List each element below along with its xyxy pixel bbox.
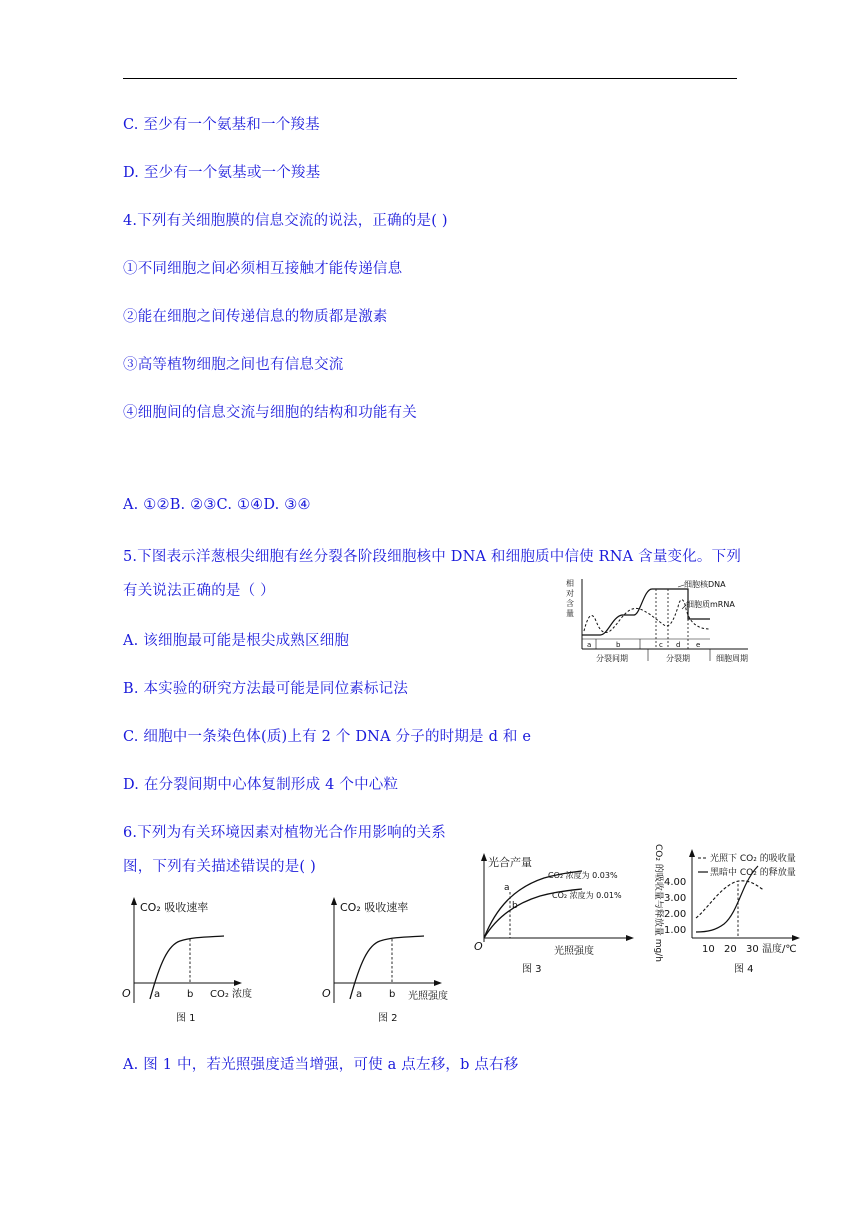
q5-phase-a: a (587, 641, 592, 649)
q4-stem: 4.下列有关细胞膜的信息交流的说法，正确的是( ) (123, 213, 448, 229)
fig4-caption: 图 4 (734, 964, 754, 975)
q6-fig1 (120, 895, 260, 1035)
q6-fig2 (320, 895, 465, 1035)
fig1-origin: O (122, 987, 131, 1000)
fig3-b: b (512, 901, 518, 911)
fig4-x-label: 温度/℃ (762, 944, 797, 955)
q5-y-label-2: 对 (566, 589, 574, 598)
fig4-y-label: CO₂ 的吸收量与释放量 mg/h (653, 844, 663, 962)
q5-legend-mrna: 细胞质mRNA (686, 600, 735, 609)
fig1-caption: 图 1 (176, 1013, 196, 1024)
fig2-origin: O (322, 987, 331, 1000)
q6-stem-line1: 6.下列为有关环境因素对植物光合作用影响的关系 (123, 825, 446, 841)
fig2-b: b (389, 989, 396, 1000)
q3-option-c: C. 至少有一个氨基和一个羧基 (123, 117, 320, 133)
fig4-ytick-3: 3.00 (664, 893, 687, 904)
fig3-x-label: 光照强度 (554, 946, 594, 957)
q4-item-3: ③高等植物细胞之间也有信息交流 (123, 357, 344, 373)
fig3-origin: O (474, 940, 483, 953)
header-rule (123, 78, 737, 79)
fig1-a: a (154, 989, 161, 1000)
fig4-ytick-4: 4.00 (664, 877, 687, 888)
fig3-curve-high (484, 871, 582, 938)
fig1-x-arrow (234, 980, 242, 986)
fig3-y-arrow (481, 853, 487, 861)
fig4-legend-light: 光照下 CO₂ 的吸收量 (710, 854, 796, 864)
q3-option-d: D. 至少有一个氨基或一个羧基 (123, 165, 321, 181)
q5-interphase-label: 分裂间期 (596, 654, 628, 663)
q4-item-4: ④细胞间的信息交流与细胞的结构和功能有关 (123, 405, 417, 421)
q6-option-a: A. 图 1 中，若光照强度适当增强，可使 a 点左移，b 点右移 (123, 1057, 519, 1073)
q5-phase-b: b (616, 641, 621, 649)
fig3-caption: 图 3 (522, 964, 542, 975)
q5-mitosis-label: 分裂期 (666, 654, 690, 663)
fig3-series-low: CO₂ 浓度为 0.01% (552, 891, 622, 900)
fig1-x-label: CO₂ 浓度 (210, 989, 253, 1000)
q5-figure (560, 575, 760, 670)
q5-phase-c: c (659, 641, 663, 649)
fig4-xtick-20: 20 (724, 944, 737, 955)
q4-options: A. ①②B. ②③C. ①④D. ③④ (123, 497, 311, 513)
fig1-y-arrow (131, 897, 137, 905)
fig2-x-arrow (434, 980, 442, 986)
fig4-xtick-30: 30 (746, 944, 759, 955)
q5-cycle-label: 细胞周期 (716, 654, 748, 663)
q5-option-b: B. 本实验的研究方法最可能是同位素标记法 (123, 681, 409, 697)
fig4-ytick-1: 1.00 (664, 925, 687, 936)
q5-option-c: C. 细胞中一条染色体(质)上有 2 个 DNA 分子的时期是 d 和 e (123, 729, 532, 745)
fig4-xtick-10: 10 (702, 944, 715, 955)
fig3-series-high: CO₂ 浓度为 0.03% (548, 871, 618, 880)
fig2-y-label: CO₂ 吸收速率 (340, 901, 409, 914)
fig4-curve-light (696, 881, 764, 918)
q6-fig3 (470, 848, 645, 983)
fig3-a: a (504, 883, 510, 893)
fig3-x-arrow (626, 935, 634, 941)
fig1-b: b (187, 989, 194, 1000)
q6-stem-line2: 图，下列有关描述错误的是( ) (123, 859, 316, 875)
fig4-x-arrow (792, 935, 800, 941)
q5-stem-line2: 有关说法正确的是（ ） (123, 583, 275, 599)
q5-stem-line1: 5.下图表示洋葱根尖细胞有丝分裂各阶段细胞核中 DNA 和细胞质中信使 RNA 含量变化。下列 (123, 549, 742, 565)
q6-fig4 (646, 840, 816, 980)
q5-option-d: D. 在分裂间期中心体复制形成 4 个中心粒 (123, 777, 399, 793)
fig2-caption: 图 2 (378, 1013, 398, 1024)
q5-y-label-3: 含 (566, 599, 574, 608)
fig4-y-arrow (689, 849, 695, 857)
q5-y-label (566, 578, 574, 618)
q5-phase-e: e (696, 641, 701, 649)
fig4-legend-dark: 黑暗中 CO₂ 的释放量 (710, 868, 796, 878)
q4-item-2: ②能在细胞之间传递信息的物质都是激素 (123, 309, 388, 325)
q5-legend-dna: 细胞核DNA (684, 580, 726, 589)
fig3-y-label: 光合产量 (488, 856, 532, 869)
q5-y-label-1: 相 (566, 579, 574, 588)
fig2-x-label: 光照强度 (408, 991, 448, 1002)
fig4-ytick-2: 2.00 (664, 909, 687, 920)
q4-item-1: ①不同细胞之间必须相互接触才能传递信息 (123, 261, 403, 277)
q5-option-a: A. 该细胞最可能是根尖成熟区细胞 (123, 633, 350, 649)
fig2-y-arrow (331, 897, 337, 905)
fig1-y-label: CO₂ 吸收速率 (140, 901, 209, 914)
fig2-a: a (356, 989, 363, 1000)
q5-phase-d: d (676, 641, 681, 649)
q5-y-label-4: 量 (566, 609, 574, 618)
